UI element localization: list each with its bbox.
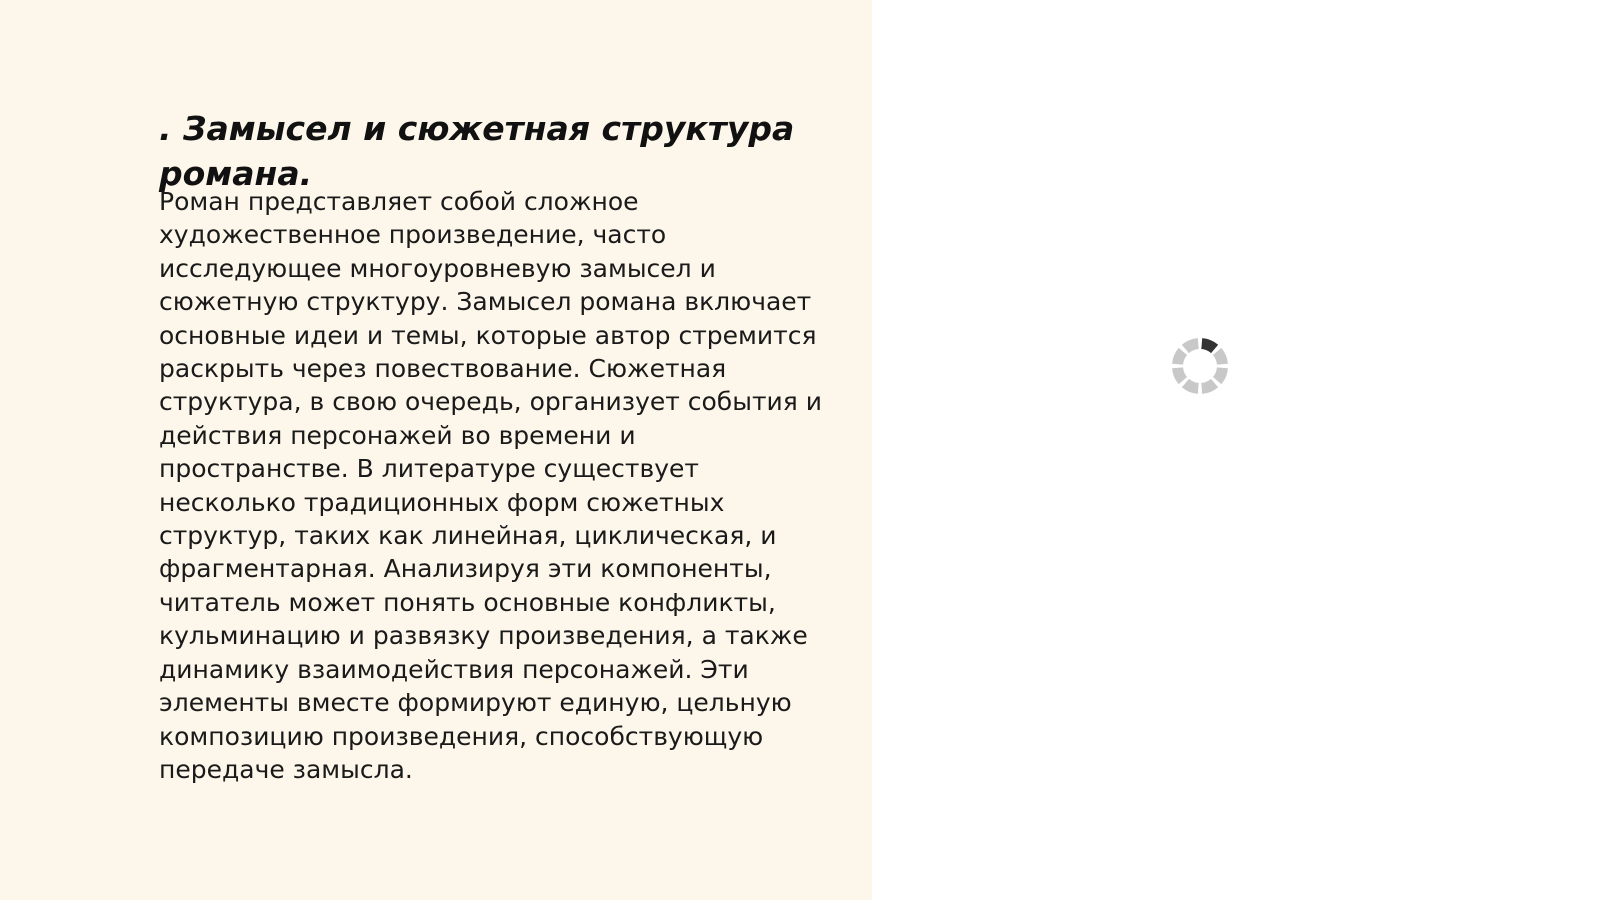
spinner-segment (1201, 338, 1218, 353)
spinner-segment (1172, 367, 1187, 384)
loading-spinner-icon (1170, 336, 1230, 396)
spinner-segment (1182, 379, 1199, 394)
image-placeholder-panel (872, 0, 1600, 900)
slide-title: . Замысел и сюжетная структура романа. (159, 109, 795, 193)
spinner-segment (1172, 348, 1187, 365)
spinner-segment (1213, 367, 1228, 384)
slide-body-text: Роман представляет собой сложное художественное произведение, часто исследующее многоуровневую замысел и сюжетную структуру. Замысел романа включает основные идеи и темы, которые автор стремится раскрыть через повествование. Сюжетная структура, в свою очередь, организует события и действия персонажей во времени и пространстве. В литературе существует несколько традиционных форм сюжетных структур, таких как линейная, циклическая, и фрагментарная. Анализируя эти компоненты, читатель может понять основные конфликты, кульминацию и развязку произведения, а также динамику взаимодействия персонажей. Эти элементы вместе формируют единую, цельную композицию произведения, способствующую передаче замысла. (159, 187, 823, 784)
spinner-segment (1182, 338, 1199, 353)
spinner-segment (1201, 379, 1218, 394)
spinner-segment (1213, 348, 1228, 365)
